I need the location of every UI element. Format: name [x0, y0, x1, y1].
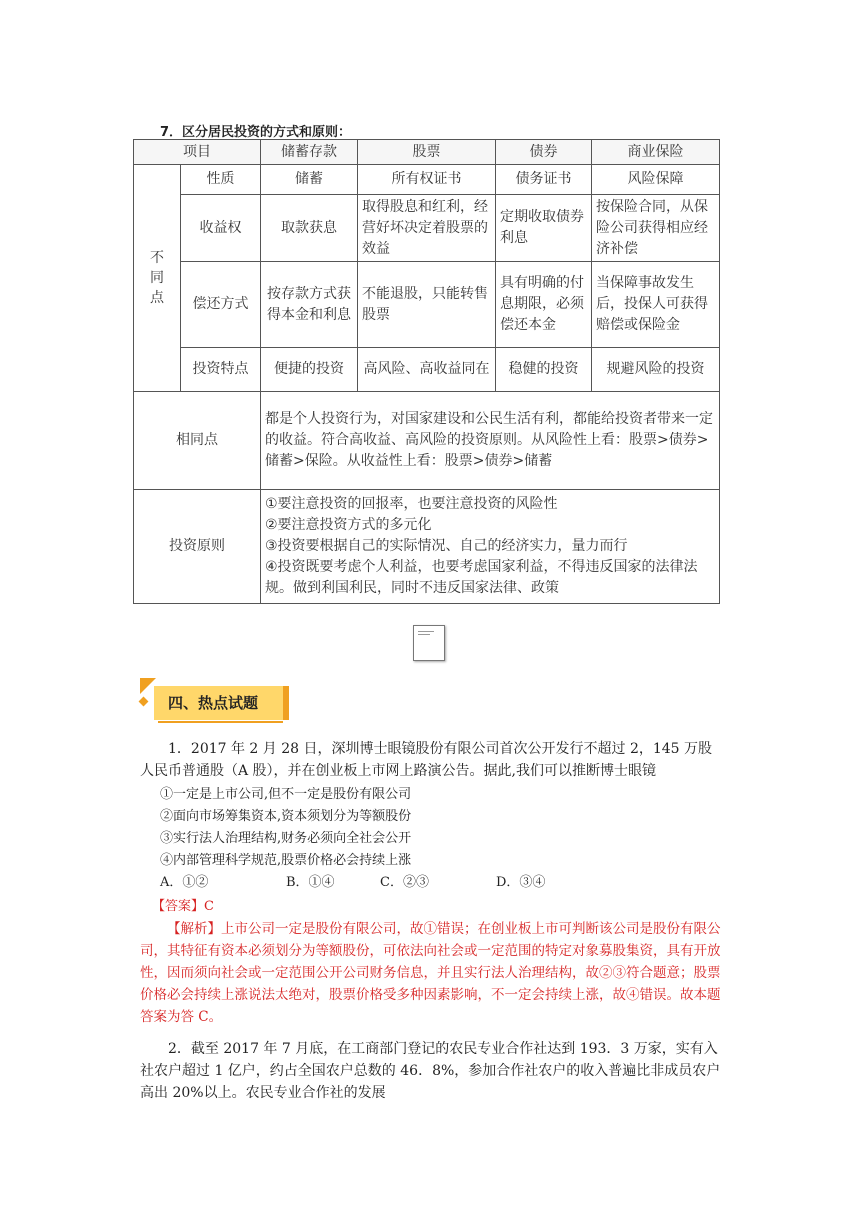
principle-label: 投资原则: [134, 489, 261, 603]
choice-c: C．②③: [380, 875, 429, 890]
table-cell: 储蓄: [261, 165, 358, 195]
question-1-choices: [160, 873, 545, 893]
question-1-option: ②面向市场筹集资本,资本须划分为等额股份: [160, 809, 412, 824]
row-label: 偿还方式: [181, 262, 261, 348]
header-item: 项目: [134, 140, 261, 165]
principle-list: [261, 489, 720, 603]
table-cell: 当保障事故发生后，投保人可获得赔偿或保险金: [592, 262, 720, 348]
banner-underline: [158, 721, 283, 723]
table-cell: 取款获息: [261, 195, 358, 262]
table-cell: 便捷的投资: [261, 348, 358, 391]
choice-d: D．③④: [496, 875, 546, 890]
same-label: 相同点: [134, 391, 261, 489]
row-label: 收益权: [181, 195, 261, 262]
principle-item: ③投资要根据自己的实际情况、自己的经济实力，量力而行: [265, 537, 628, 554]
table-cell: 按存款方式获得本金和利息: [261, 262, 358, 348]
table-cell: 具有明确的付息期限，必须偿还本金: [496, 262, 592, 348]
question-2-stem: 2．截至 2017 年 7 月底，在工商部门登记的农民专业合作社达到 193．3 万家，实有入社农户超过 1 亿户，约占全国农户总数的 46．8%，参加合作社农户的收入普遍比非成员农户高出 20%以上。农民专业合作社的发展: [140, 1041, 721, 1101]
table-cell: 按保险合同，从保险公司获得相应经济补偿: [592, 195, 720, 262]
header-stocks: 股票: [358, 140, 496, 165]
table-cell: 定期收取债券利息: [496, 195, 592, 262]
investment-comparison-table: [133, 139, 720, 604]
diff-label: 不同点: [134, 165, 181, 391]
section-title: 7．区分居民投资的方式和原则：: [160, 125, 352, 140]
table-cell: 规避风险的投资: [592, 348, 720, 391]
question-1-option: ④内部管理科学规范,股票价格必会持续上涨: [160, 853, 412, 868]
section-banner: [140, 676, 300, 728]
principle-item: ①要注意投资的回报率，也要注意投资的风险性: [265, 495, 558, 512]
choice-b: B．①④: [286, 875, 335, 890]
table-cell: 高风险、高收益同在: [358, 348, 496, 391]
question-1-analysis: 【解析】上市公司一定是股份有限公司，故①错误；在创业板上市可判断该公司是股份有限公司，其特征有资本必须划分为等额股份，可依法向社会或一定范围的特定对象募股集资，具有开放性，因而须向社会或一定范围公开公司财务信息，并且实行法人治理结构，故②③符合题意；股票价格必会持续上涨说法太绝对，股票价格受多种因素影响，不一定会持续上涨，故④错误。故本题答案为答 C。: [140, 921, 721, 1025]
row-label: 性质: [181, 165, 261, 195]
header-savings: 储蓄存款: [261, 140, 358, 165]
same-text: 都是个人投资行为，对国家建设和公民生活有利，都能给投资者带来一定的收益。符合高收益、高风险的投资原则。从风险性上看：股票>债券>储蓄>保险。从收益性上看：股票>债券>储蓄: [261, 391, 720, 489]
table-cell: 取得股息和红利，经营好坏决定着股票的效益: [358, 195, 496, 262]
header-bonds: 债券: [496, 140, 592, 165]
question-1-answer: 【答案】C: [152, 899, 214, 914]
table-cell: 不能退股，只能转售股票: [358, 262, 496, 348]
table-cell: 风险保障: [592, 165, 720, 195]
question-1-option: ③实行法人治理结构,财务必须向全社会公开: [160, 831, 412, 846]
broken-image-placeholder: [413, 625, 445, 661]
question-1-option: ①一定是上市公司,但不一定是股份有限公司: [160, 787, 412, 802]
table-cell: 稳健的投资: [496, 348, 592, 391]
question-1-stem: 1．2017 年 2 月 28 日，深圳博士眼镜股份有限公司首次公开发行不超过 2，145 万股人民币普通股（A 股），并在创业板上市网上路演公告。据此,我们可以推断博士眼镜: [140, 741, 713, 779]
banner-diamond-decoration: [139, 697, 149, 707]
header-insurance: 商业保险: [592, 140, 720, 165]
table-cell: 所有权证书: [358, 165, 496, 195]
choice-a: A．①②: [160, 875, 209, 890]
principle-item: ②要注意投资方式的多元化: [265, 516, 432, 533]
banner-title: 四、热点试题: [154, 686, 289, 720]
row-label: 投资特点: [181, 348, 261, 391]
table-cell: 债务证书: [496, 165, 592, 195]
principle-item: ④投资既要考虑个人利益，也要考虑国家利益，不得违反国家的法律法规。做到利国利民，同时不违反国家法律、政策: [265, 558, 698, 596]
